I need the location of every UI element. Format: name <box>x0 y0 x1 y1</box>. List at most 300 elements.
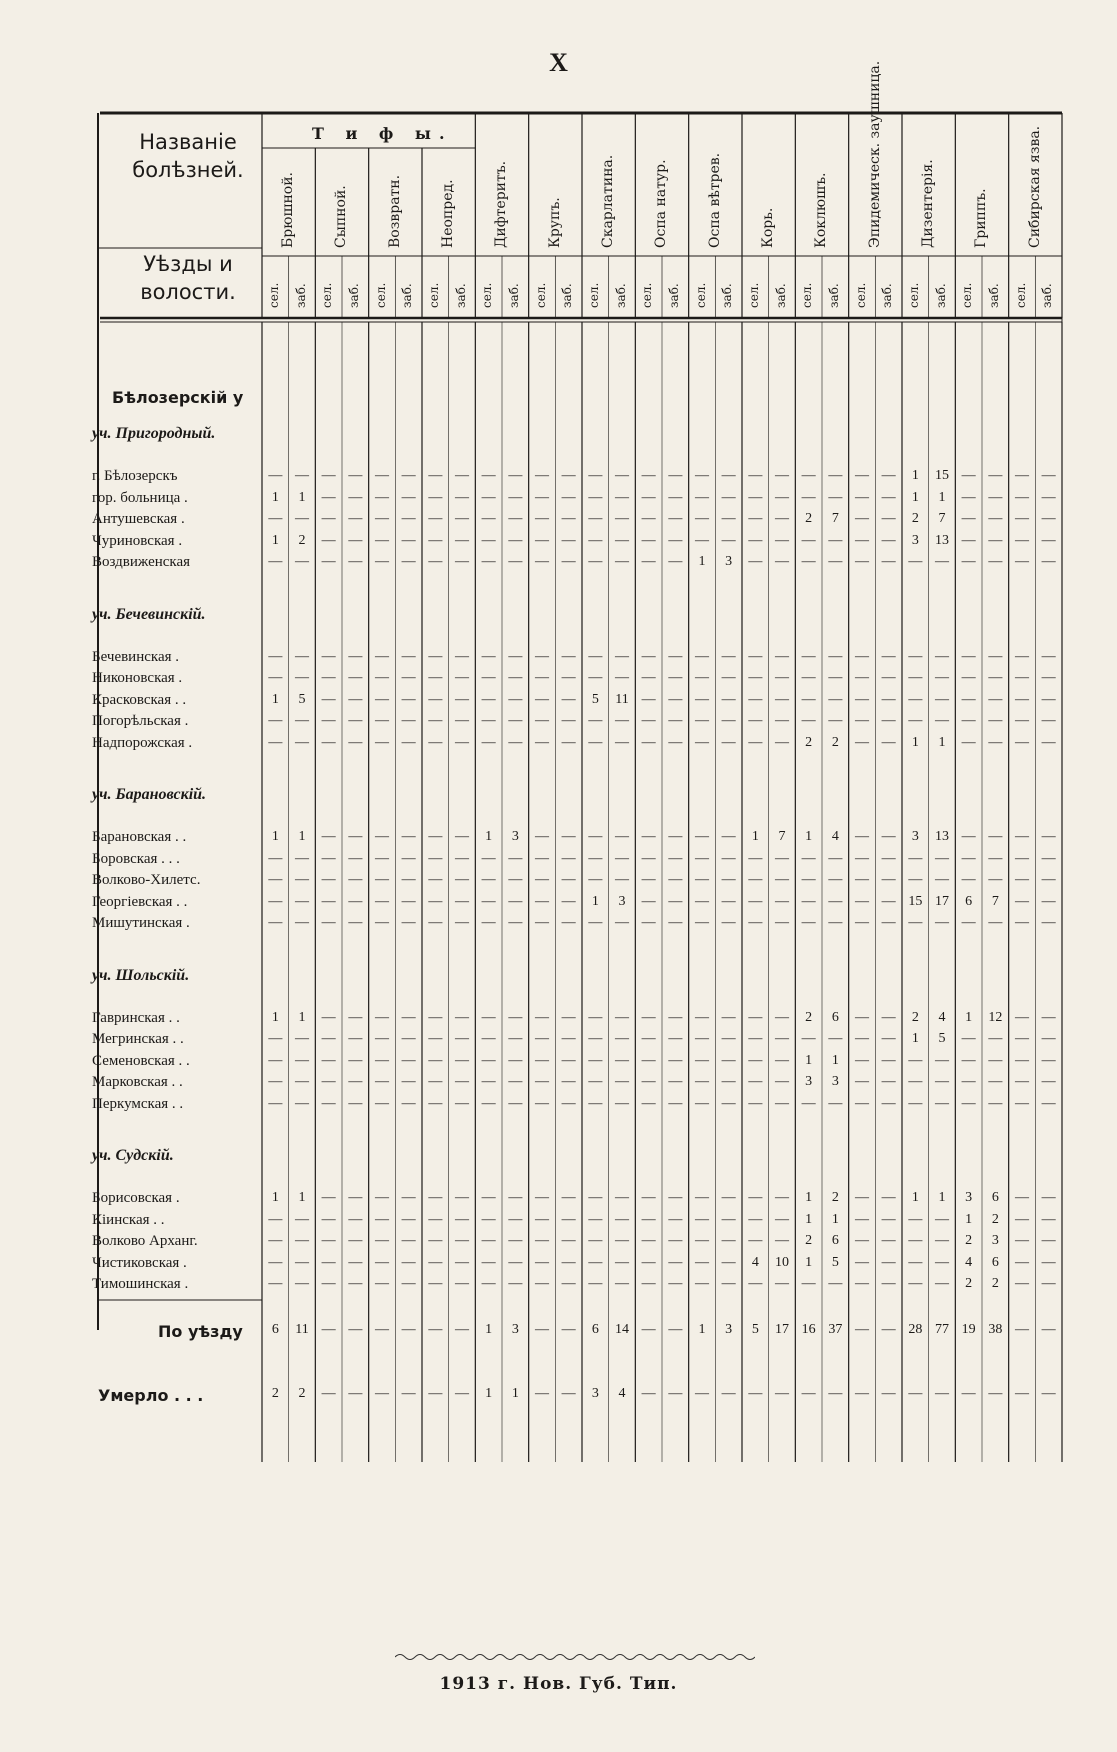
volost-cell: — <box>908 1276 923 1291</box>
volost-cell: 1 <box>805 1190 813 1205</box>
volost-cell: — <box>321 1276 336 1291</box>
volost-cell: — <box>668 893 683 909</box>
volost-cell: — <box>988 872 1003 887</box>
volost-cell: — <box>961 468 976 483</box>
volost-cell: — <box>695 511 709 526</box>
volost-cell: — <box>881 829 896 844</box>
volost-cell: — <box>721 489 736 505</box>
volost-name: Семеновская . . <box>92 1052 190 1069</box>
volost-cell: 3 <box>618 893 626 909</box>
volost-cell: — <box>455 1190 469 1205</box>
volost-cell: — <box>1041 1031 1056 1046</box>
volost-cell: — <box>481 872 496 887</box>
volost-cell: — <box>455 1074 469 1089</box>
volost-cell: — <box>855 1052 869 1068</box>
volost-cell: — <box>801 850 816 866</box>
volost-cell: — <box>348 1009 363 1025</box>
volost-cell: 1 <box>911 468 919 483</box>
volost-cell: — <box>801 872 816 887</box>
volost-cell: — <box>935 915 949 930</box>
volost-cell: 1 <box>698 554 706 569</box>
volost-cell: — <box>641 554 656 569</box>
volost-cell: — <box>428 713 443 728</box>
volost-cell: — <box>321 872 336 887</box>
volost-cell: 3 <box>725 554 733 569</box>
volost-cell: — <box>348 1276 363 1291</box>
volost-cell: — <box>348 532 363 548</box>
volost-cell: — <box>561 829 576 844</box>
volost-cell: — <box>588 1052 603 1068</box>
volost-cell: — <box>1015 713 1029 728</box>
volost-name: Чистиковская . <box>92 1254 187 1271</box>
volost-cell: — <box>348 713 363 728</box>
volost-cell: — <box>588 532 603 548</box>
volost-cell: — <box>321 734 336 750</box>
volost-cell: — <box>828 489 843 505</box>
total-uezd-cell: — <box>561 1322 576 1337</box>
volost-cell: — <box>695 829 709 844</box>
volost-cell: — <box>935 648 949 664</box>
volost-cell: — <box>1015 468 1029 483</box>
volost-cell: 1 <box>271 691 279 707</box>
volost-cell: — <box>375 554 389 569</box>
volost-cell: — <box>1015 1233 1029 1248</box>
volost-cell: — <box>401 850 416 866</box>
volost-cell: — <box>375 850 389 866</box>
volost-cell: — <box>268 648 283 664</box>
volost-cell: — <box>268 872 283 887</box>
volost-cell: — <box>855 691 869 707</box>
volost-cell: — <box>855 915 869 930</box>
volost-cell: — <box>401 691 416 707</box>
volost-cell: — <box>295 734 309 750</box>
volost-cell: — <box>721 1031 736 1046</box>
volost-cell: — <box>801 489 816 505</box>
volost-cell: — <box>455 1031 469 1046</box>
volost-cell: — <box>988 691 1003 707</box>
volost-cell: — <box>748 1211 763 1227</box>
volost-cell: — <box>1015 893 1029 909</box>
volost-cell: — <box>855 1190 869 1205</box>
volost-cell: — <box>295 1233 309 1248</box>
volost-cell: — <box>881 670 896 685</box>
volost-cell: — <box>268 554 283 569</box>
volost-cell: 4 <box>831 829 839 844</box>
volost-cell: — <box>401 670 416 685</box>
volost-cell: — <box>535 1031 549 1046</box>
volost-cell: — <box>641 872 656 887</box>
volost-cell: 12 <box>988 1009 1003 1025</box>
volost-cell: — <box>641 1009 656 1025</box>
volost-cell: — <box>1041 872 1056 887</box>
volost-cell: — <box>615 1190 629 1205</box>
volost-cell: 1 <box>805 1254 813 1270</box>
volost-cell: — <box>375 713 389 728</box>
volost-cell: — <box>935 1095 949 1111</box>
volost-cell: — <box>428 468 443 483</box>
volost-cell: — <box>481 468 496 483</box>
volost-cell: 1 <box>911 489 919 505</box>
volost-cell: — <box>348 1190 363 1205</box>
volost-cell: 6 <box>831 1009 839 1025</box>
volost-cell: 1 <box>271 532 279 548</box>
volost-cell: — <box>508 915 523 930</box>
volost-cell: — <box>1015 850 1029 866</box>
volost-cell: — <box>935 1233 949 1248</box>
volost-name: Мегринская . . <box>92 1031 184 1047</box>
page-number: X <box>549 48 568 77</box>
volost-cell: — <box>295 713 309 728</box>
volost-cell: — <box>535 1190 549 1205</box>
volost-cell: — <box>428 1031 443 1046</box>
total-died-cell: — <box>801 1386 816 1401</box>
volost-cell: — <box>588 1074 603 1089</box>
volost-cell: — <box>535 1254 549 1270</box>
volost-cell: — <box>1015 648 1029 664</box>
volost-cell: — <box>561 850 576 866</box>
volost-name: Перкумская . . <box>92 1095 184 1112</box>
volost-cell: — <box>455 532 469 548</box>
volost-cell: — <box>268 713 283 728</box>
volost-cell: — <box>721 1052 736 1068</box>
volost-cell: 2 <box>831 734 839 750</box>
volost-cell: — <box>588 1095 603 1111</box>
volost-cell: 4 <box>938 1009 946 1025</box>
volost-cell: — <box>268 850 283 866</box>
volost-cell: — <box>481 1095 496 1111</box>
volost-cell: — <box>375 532 389 548</box>
volost-cell: — <box>508 1031 523 1046</box>
volost-cell: — <box>881 1009 896 1025</box>
header-disease-4: Неопред. <box>440 179 457 248</box>
total-uezd-cell: — <box>401 1322 416 1337</box>
volost-cell: — <box>855 554 869 569</box>
volost-cell: — <box>695 872 709 887</box>
volost-cell: — <box>695 734 709 750</box>
volost-cell: — <box>375 1052 389 1068</box>
volost-cell: — <box>615 1276 629 1291</box>
volost-cell: — <box>348 1233 363 1248</box>
volost-cell: — <box>881 1211 896 1227</box>
volost-cell: 13 <box>935 829 949 844</box>
volost-cell: — <box>641 1276 656 1291</box>
volost-cell: — <box>881 1254 896 1270</box>
volost-cell: — <box>375 1233 389 1248</box>
volost-cell: — <box>268 1233 283 1248</box>
volost-cell: — <box>988 1095 1003 1111</box>
volost-cell: — <box>828 670 843 685</box>
volost-cell: — <box>508 1233 523 1248</box>
volost-name: Бечевинская . <box>92 648 180 665</box>
volost-cell: — <box>881 1190 896 1205</box>
volost-cell: — <box>295 915 309 930</box>
volost-cell: — <box>348 489 363 505</box>
volost-cell: — <box>828 850 843 866</box>
volost-cell: — <box>775 670 789 685</box>
volost-cell: — <box>321 1009 336 1025</box>
volost-cell: — <box>508 872 523 887</box>
volost-cell: — <box>908 1095 923 1111</box>
header-disease-15: Сибирская язва. <box>1026 125 1043 248</box>
volost-cell: — <box>428 829 443 844</box>
total-uezd-cell: 3 <box>511 1322 519 1337</box>
total-uezd-cell: 11 <box>295 1322 309 1337</box>
total-died-cell: 4 <box>618 1386 626 1401</box>
volost-cell: — <box>268 1052 283 1068</box>
volost-cell: — <box>721 1095 736 1111</box>
volost-cell: — <box>535 1009 549 1025</box>
volost-cell: — <box>561 489 576 505</box>
volost-cell: — <box>695 468 709 483</box>
volost-cell: — <box>588 829 603 844</box>
volost-cell: — <box>881 1074 896 1089</box>
volost-cell: — <box>428 1254 443 1270</box>
total-died-cell: — <box>428 1386 443 1401</box>
volost-cell: — <box>401 1211 416 1227</box>
volost-cell: — <box>588 850 603 866</box>
volost-cell: — <box>321 1211 336 1227</box>
volost-cell: — <box>295 511 309 526</box>
header-sub-sel: сел. <box>533 282 548 308</box>
volost-cell: — <box>695 1190 709 1205</box>
volost-cell: — <box>508 1052 523 1068</box>
volost-cell: — <box>855 1254 869 1270</box>
header-sub-zab: заб. <box>560 283 575 308</box>
volost-cell: — <box>721 648 736 664</box>
volost-cell: — <box>1015 554 1029 569</box>
total-died-cell: — <box>695 1386 709 1401</box>
volost-cell: — <box>1041 1190 1056 1205</box>
volost-name: Погорѣльская . <box>92 713 189 729</box>
volost-cell: — <box>348 893 363 909</box>
volost-cell: — <box>855 648 869 664</box>
volost-cell: — <box>641 468 656 483</box>
volost-cell: — <box>668 1052 683 1068</box>
volost-cell: 1 <box>271 1009 279 1025</box>
volost-cell: — <box>828 468 843 483</box>
volost-cell: — <box>748 511 763 526</box>
volost-name: Надпорожская . <box>92 734 193 751</box>
volost-cell: 4 <box>965 1254 973 1270</box>
volost-cell: — <box>615 734 629 750</box>
volost-cell: — <box>268 734 283 750</box>
volost-cell: — <box>481 511 496 526</box>
volost-cell: 10 <box>775 1254 789 1270</box>
header-disease-5: Дифтеритъ. <box>493 160 510 248</box>
total-died-cell: — <box>721 1386 736 1401</box>
volost-cell: — <box>988 1074 1003 1089</box>
volost-cell: — <box>935 1276 949 1291</box>
volost-cell: — <box>401 1052 416 1068</box>
volost-cell: — <box>668 691 683 707</box>
volost-cell: — <box>401 1031 416 1046</box>
volost-cell: — <box>641 1031 656 1046</box>
volost-cell: — <box>748 468 763 483</box>
volost-cell: — <box>561 1190 576 1205</box>
volost-cell: — <box>375 648 389 664</box>
volost-cell: — <box>668 532 683 548</box>
volost-cell: — <box>721 511 736 526</box>
volost-cell: — <box>481 532 496 548</box>
volost-cell: — <box>561 1276 576 1291</box>
volost-cell: — <box>321 691 336 707</box>
total-died-cell: — <box>748 1386 763 1401</box>
volost-cell: — <box>668 1233 683 1248</box>
volost-cell: — <box>1041 1095 1056 1111</box>
volost-cell: — <box>375 829 389 844</box>
volost-cell: — <box>455 468 469 483</box>
volost-cell: 1 <box>805 1052 813 1068</box>
header-sub-sel: сел. <box>907 282 921 308</box>
volost-cell: — <box>561 1233 576 1248</box>
volost-cell: — <box>481 554 496 569</box>
total-died-cell: — <box>881 1386 896 1401</box>
total-died-cell: — <box>348 1386 363 1401</box>
header-disease-3: Возвратн. <box>386 174 403 248</box>
volost-cell: — <box>481 850 496 866</box>
volost-cell: — <box>1015 1031 1029 1046</box>
volost-cell: — <box>348 511 363 526</box>
volost-cell: — <box>481 893 496 909</box>
volost-cell: — <box>908 670 923 685</box>
volost-cell: — <box>695 1052 709 1068</box>
header-sub-zab: заб. <box>933 283 948 308</box>
volost-cell: — <box>801 648 816 664</box>
volost-cell: — <box>855 1031 869 1046</box>
volost-cell: — <box>401 1233 416 1248</box>
volost-cell: — <box>1015 1254 1029 1270</box>
volost-cell: — <box>801 915 816 930</box>
volost-cell: — <box>641 1233 656 1248</box>
volost-cell: — <box>428 691 443 707</box>
volost-cell: — <box>561 734 576 750</box>
volost-cell: — <box>1015 489 1029 505</box>
volost-cell: — <box>881 915 896 930</box>
volost-cell: — <box>428 670 443 685</box>
volost-cell: — <box>375 691 389 707</box>
volost-cell: — <box>668 1009 683 1025</box>
volost-cell: — <box>881 872 896 887</box>
volost-cell: — <box>1015 872 1029 887</box>
volost-cell: — <box>641 734 656 750</box>
volost-cell: — <box>935 872 949 887</box>
volost-cell: — <box>881 1233 896 1248</box>
volost-name: Марковская . . <box>92 1074 183 1090</box>
volost-cell: — <box>961 1074 976 1089</box>
volost-cell: — <box>721 1074 736 1089</box>
volost-cell: — <box>268 1254 283 1270</box>
volost-cell: — <box>695 1031 709 1046</box>
volost-cell: — <box>428 648 443 664</box>
volost-cell: — <box>508 734 523 750</box>
volost-cell: — <box>615 1074 629 1089</box>
volost-cell: — <box>855 1074 869 1089</box>
volost-cell: — <box>775 1095 789 1111</box>
volost-cell: — <box>508 713 523 728</box>
volost-cell: — <box>748 1009 763 1025</box>
volost-cell: — <box>881 648 896 664</box>
volost-cell: — <box>268 1276 283 1291</box>
volost-cell: — <box>775 1190 789 1205</box>
volost-cell: — <box>588 1276 603 1291</box>
volost-cell: — <box>535 532 549 548</box>
volost-cell: — <box>375 511 389 526</box>
volost-cell: — <box>828 532 843 548</box>
volost-cell: — <box>588 648 603 664</box>
volost-cell: 1 <box>298 829 306 844</box>
volost-cell: — <box>721 1276 736 1291</box>
volost-cell: — <box>775 872 789 887</box>
volost-cell: — <box>721 713 736 728</box>
volost-cell: — <box>535 915 549 930</box>
volost-cell: — <box>668 1254 683 1270</box>
total-uezd-cell: — <box>668 1322 683 1337</box>
volost-cell: — <box>1041 893 1056 909</box>
total-uezd-cell: 16 <box>801 1322 816 1337</box>
volost-cell: 3 <box>831 1074 839 1089</box>
volost-cell: — <box>321 829 336 844</box>
volost-cell: — <box>428 893 443 909</box>
volost-name: Волково Арханг. <box>92 1233 198 1249</box>
volost-cell: — <box>988 850 1003 866</box>
volost-cell: — <box>401 511 416 526</box>
volost-cell: — <box>481 713 496 728</box>
volost-cell: — <box>455 1276 469 1291</box>
volost-cell: — <box>721 1009 736 1025</box>
volost-cell: — <box>321 1233 336 1248</box>
volost-cell: — <box>855 532 869 548</box>
total-died-cell: 2 <box>271 1386 279 1401</box>
total-uezd-cell: 17 <box>775 1322 789 1337</box>
volost-cell: 2 <box>805 511 813 526</box>
volost-cell: — <box>988 648 1003 664</box>
volost-cell: — <box>801 893 816 909</box>
volost-name: Антушевская . <box>92 511 185 527</box>
volost-cell: — <box>615 670 629 685</box>
volost-cell: — <box>428 532 443 548</box>
volost-cell: 3 <box>965 1190 973 1205</box>
volost-cell: — <box>375 468 389 483</box>
volost-cell: — <box>295 670 309 685</box>
volost-cell: — <box>721 734 736 750</box>
volost-cell: — <box>828 1276 843 1291</box>
volost-cell: — <box>428 1276 443 1291</box>
volost-cell: — <box>295 1211 309 1227</box>
volost-cell: — <box>695 850 709 866</box>
volost-cell: 1 <box>271 829 279 844</box>
volost-cell: — <box>561 1009 576 1025</box>
volost-cell: — <box>748 893 763 909</box>
volost-cell: — <box>961 915 976 930</box>
volost-cell: — <box>588 915 603 930</box>
volost-cell: — <box>455 1052 469 1068</box>
total-died-label: Умерло . . . <box>98 1386 204 1405</box>
header-sub-zab: заб. <box>453 283 468 308</box>
volost-cell: — <box>988 1052 1003 1068</box>
header-sub-sel: сел. <box>800 282 815 308</box>
volost-cell: 1 <box>271 1190 279 1205</box>
volost-cell: — <box>481 1276 496 1291</box>
volost-cell: — <box>775 468 789 483</box>
volost-cell: — <box>1041 1052 1056 1068</box>
volost-cell: — <box>988 829 1003 844</box>
volost-cell: — <box>881 713 896 728</box>
volost-cell: — <box>908 1233 923 1248</box>
volost-cell: — <box>828 648 843 664</box>
volost-cell: — <box>428 554 443 569</box>
volost-cell: — <box>748 734 763 750</box>
volost-cell: — <box>961 691 976 707</box>
